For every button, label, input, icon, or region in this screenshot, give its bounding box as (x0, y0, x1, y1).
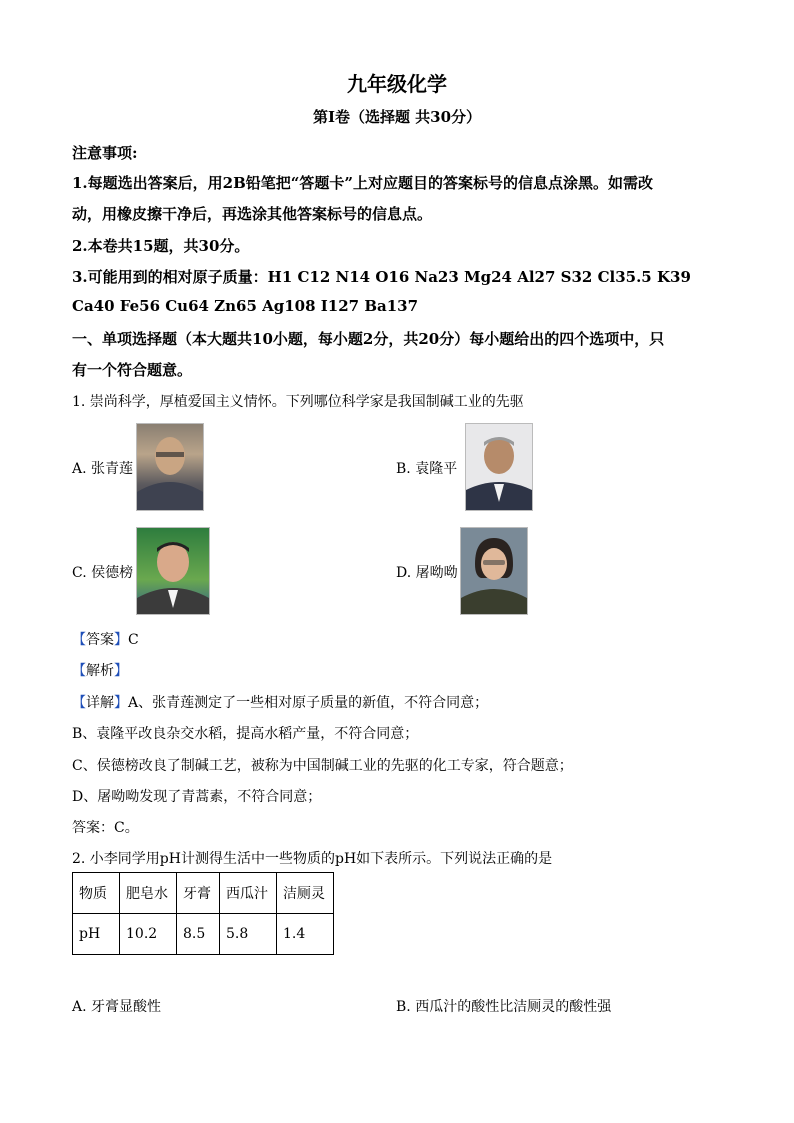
table-row (73, 873, 334, 914)
detail-line-b: B、袁隆平改良杂交水稻，提高水稻产量，不符合同意； (72, 726, 419, 742)
detail-text-a: A、张青莲测定了一些相对原子质量的新值，不符合同意； (128, 695, 489, 711)
portrait-hou-debang (136, 527, 210, 615)
q2-stem: 2. 小李同学用pH计测得生活中一些物质的pH如下表所示。下列说法正确的是 (72, 851, 553, 867)
q1-option-a: A. 张青莲 (72, 461, 134, 477)
q1-option-d: D. 屠呦呦 (396, 565, 458, 581)
table-cell: 5.8 (220, 914, 277, 955)
q1-option-b: B. 袁隆平 (396, 461, 458, 477)
detail-line-d: D、屠呦呦发现了青蒿素，不符合同意； (72, 789, 322, 805)
table-cell: 10.2 (120, 914, 177, 955)
table-cell: 8.5 (177, 914, 220, 955)
detail-tag: 详解 (86, 695, 114, 711)
q2-option-b: B. 西瓜汁的酸性比洁厕灵的酸性强 (396, 999, 612, 1015)
bracket-left-icon: 【 (72, 632, 86, 648)
bracket-left-icon: 【 (72, 663, 86, 679)
q2-option-a: A. 牙膏显酸性 (72, 999, 162, 1015)
section-subtitle: 第Ⅰ卷（选择题 共30分） (312, 108, 482, 126)
bracket-right-icon: 】 (114, 695, 128, 711)
bracket-right-icon: 】 (114, 663, 128, 679)
answer-tag: 答案 (86, 632, 114, 648)
portrait-zhang-qinglian (136, 423, 204, 511)
section1-heading-a: 一、单项选择题（本大题共10小题，每小题2分，共20分）每小题给出的四个选项中，只 (72, 330, 665, 348)
table-header-cell: 牙膏 (177, 873, 220, 914)
table-header-cell: 洁厕灵 (277, 873, 334, 914)
answer-value: C (128, 632, 139, 648)
table-cell: 1.4 (277, 914, 334, 955)
notice-line-1b: 动，用橡皮擦干净后，再选涂其他答案标号的信息点。 (72, 205, 433, 223)
table-header-cell: 西瓜汁 (220, 873, 277, 914)
ph-table (72, 872, 334, 955)
analysis-line (72, 660, 128, 680)
table-cell: pH (73, 914, 120, 955)
q1-stem: 1. 崇尚科学，厚植爱国主义情怀。下列哪位科学家是我国制碱工业的先驱 (72, 394, 524, 410)
notice-line-3b: Ca40 Fe56 Cu64 Zn65 Ag108 I127 Ba137 (72, 297, 419, 315)
table-row (73, 914, 334, 955)
notice-line-2: 2.本卷共15题，共30分。 (72, 237, 250, 255)
bracket-right-icon: 】 (114, 632, 128, 648)
portrait-yuan-longping (465, 423, 533, 511)
analysis-tag: 解析 (86, 663, 114, 679)
answer-line (72, 629, 139, 649)
detail-line-a (72, 692, 488, 712)
detail-line-c: C、侯德榜改良了制碱工艺，被称为中国制碱工业的先驱的化工专家，符合题意； (72, 758, 573, 774)
page-title: 九年级化学 (347, 72, 447, 96)
section1-heading-b: 有一个符合题意。 (72, 361, 193, 379)
notice-heading: 注意事项: (72, 144, 138, 162)
notice-line-1a: 1.每题选出答案后，用2B铅笔把“答题卡”上对应题目的答案标号的信息点涂黑。如需改 (72, 174, 654, 192)
final-answer: 答案：C。 (72, 820, 139, 836)
portrait-tu-youyou (460, 527, 528, 615)
q1-option-c: C. 侯德榜 (72, 565, 134, 581)
bracket-left-icon: 【 (72, 695, 86, 711)
table-header-cell: 物质 (73, 873, 120, 914)
table-header-cell: 肥皂水 (120, 873, 177, 914)
notice-line-3a: 3.可能用到的相对原子质量：H1 C12 N14 O16 Na23 Mg24 Al27 S32 Cl35.5 K39 (72, 268, 691, 286)
